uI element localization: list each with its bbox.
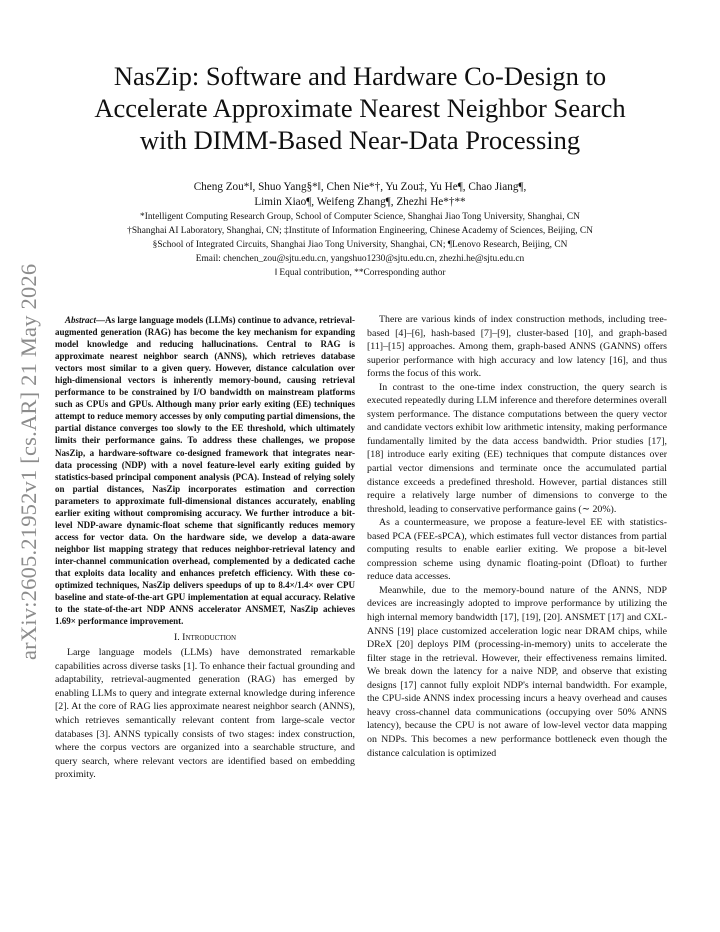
- affiliation-line: *Intelligent Computing Research Group, School of Computer Science, Shanghai Jiao Tong University, Shanghai, CN: [140, 212, 580, 222]
- affiliation-line: §School of Integrated Circuits, Shanghai Jiao Tong University, Shanghai, CN; ¶Lenovo Research, Beijing, CN: [152, 240, 568, 250]
- body-paragraph: There are various kinds of index construction methods, including tree-based [4]–[6], hash-based [7]–[9], cluster-based [10], and graph-based [11]–[15] approaches. Among them, graph-based ANNS (GANNS) offers superior performance with high accuracy and low latency [16], and thus forms the focus of this work.: [367, 314, 667, 380]
- arxiv-identifier: arXiv:2605.21952v1 [cs.AR] 21 May 2026: [16, 263, 41, 660]
- abstract-label: Abstract: [65, 315, 97, 325]
- intro-paragraph: Large language models (LLMs) have demonstrated remarkable capabilities across diverse tasks [1]. To enhance their factual grounding and adaptability, retrieval-augmented generation (RAG) has emerged by enabling LLMs to query and integrate external knowledge during inference [2]. At the core of RAG lies approximate nearest neighbor search (ANNS), which retrieves semantically relevant content from large-scale vector databases [3]. ANNS typically consists of two stages: index construction, where the corpus vectors are organized into a searchable structure, and query search, where relevant vectors are identified based on embedding proximity.: [55, 647, 355, 781]
- affiliation-block: [40, 210, 680, 280]
- title-line: Accelerate Approximate Nearest Neighbor Search: [94, 93, 626, 123]
- author-line: Cheng Zou*‖, Shuo Yang§*‖, Chen Nie*†, Yu Zou‡, Yu He¶, Chao Jiang¶,: [193, 181, 527, 193]
- affiliation-line: †Shanghai AI Laboratory, Shanghai, CN; ‡Institute of Information Engineering, Chinese Academy of Sciences, Beijing, CN: [127, 226, 593, 236]
- body-paragraph: In contrast to the one-time index construction, the query search is executed repeatedly during LLM inference and therefore determines overall system performance. The distance computations between the query vector and candidate vectors exhibit low arithmetic intensity, making performance fundamentally limited by the data access bandwidth. Prior studies [17], [18] introduce early exiting (EE) techniques that compute distances over partial vector dimensions and terminate once the accumulated partial distance exceeds a predefined threshold. However, partial distances still require a relatively large number of dimensions to converge to the threshold, leading to conservative performance gains (∼ 20%).: [367, 381, 667, 515]
- email-line: Email: chenchen_zou@sjtu.edu.cn, yangshuo1230@sjtu.edu.cn, zhezhi.he@sjtu.edu.cn: [195, 254, 525, 264]
- title-line: with DIMM-Based Near-Data Processing: [139, 125, 581, 155]
- abstract: [55, 314, 355, 627]
- title-line: NasZip: Software and Hardware Co-Design to: [113, 61, 607, 91]
- left-column: [55, 314, 355, 782]
- abstract-text: —As large language models (LLMs) continue to advance, retrieval-augmented generation (RAG) has become the key mechanism for expanding model knowledge and reducing hallucinations. Central to RAG is approximate nearest neighbor search (ANNS), which retrieves database vectors most similar to a given query. However, distance calculation over high-dimensional vectors is inherently memory-bound, causing retrieval performance to be constrained by I/O bandwidth on mainstream platforms such as CPUs and GPUs. Although many prior early exiting (EE) techniques attempt to reduce memory accesses by only computing partial dimensions, the partial distance converges too slowly to the EE threshold, which ultimately limits their performance gains. To address these challenges, we propose NasZip, a hardware-software co-designed framework that integrates near-data processing (NDP) with a novel feature-level early exiting guided by statistics-based principal component analysis (PCA). Instead of relying solely on partial distances, NasZip incorporates estimation and correction parameters to approximate full-dimensional distances accurately, enabling earlier exiting without compromising accuracy. We further introduce a bit-level NDP-aware dynamic-float scheme that significantly reduces memory access for vector data. On the hardware side, we develop a data-aware neighbor list mapping strategy that reduces neighbor-retrieval latency and inter-channel communication overhead, complemented by a dedicated cache that exploits data locality and enhances prefetch efficiency. With these co-optimized techniques, NasZip delivers speedups of up to 8.4×/1.4× over CPU baseline and state-of-the-art GPU implementation at equal accuracy. Relative to the state-of-the-art NDP ANNS accelerator ANSMET, NasZip achieves 1.69× performance improvement.: [55, 315, 355, 627]
- author-line: Limin Xiao¶, Weifeng Zhang¶, Zhezhi He*†**: [254, 196, 466, 208]
- author-list: [60, 180, 660, 210]
- paper-title: [40, 60, 680, 156]
- body-paragraph: Meanwhile, due to the memory-bound nature of the ANNS, NDP devices are increasingly adopted to improve performance by utilizing the high internal memory bandwidth [17], [19], [20]. ANSMET [17] and CXL-ANNS [19] place customized acceleration logic near DRAM chips, while DReX [20] deploys PIM (processing-in-memory) units to accelerate the filter stage in the retrieval. However, their effectiveness remains limited. We break down the latency for a naive NDP, and observe that existing designs [17] cannot fully exploit NDP's internal bandwidth. For example, the CPU-side ANNS index processing incurs a heavy overhead and causes heavy cross-channel data communications (occupying over 50% ANNS latency), because the CPU is not aware of low-level vector data mapping on NDPs. This becomes a new performance bottleneck even though the distance calculation is optimized: [367, 584, 667, 759]
- right-column: [367, 313, 667, 760]
- section-heading-introduction: I. Introduction: [173, 632, 237, 644]
- contribution-note: ‖ Equal contribution, **Corresponding author: [274, 268, 446, 278]
- body-paragraph: As a countermeasure, we propose a feature-level EE with statistics-based PCA (FEE-sPCA), which estimates full vector distances from partial computing results to enable earlier exiting. We propose a bit-level compression scheme using dynamic floating-point (Dfloat) to further reduce data accesses.: [367, 517, 667, 583]
